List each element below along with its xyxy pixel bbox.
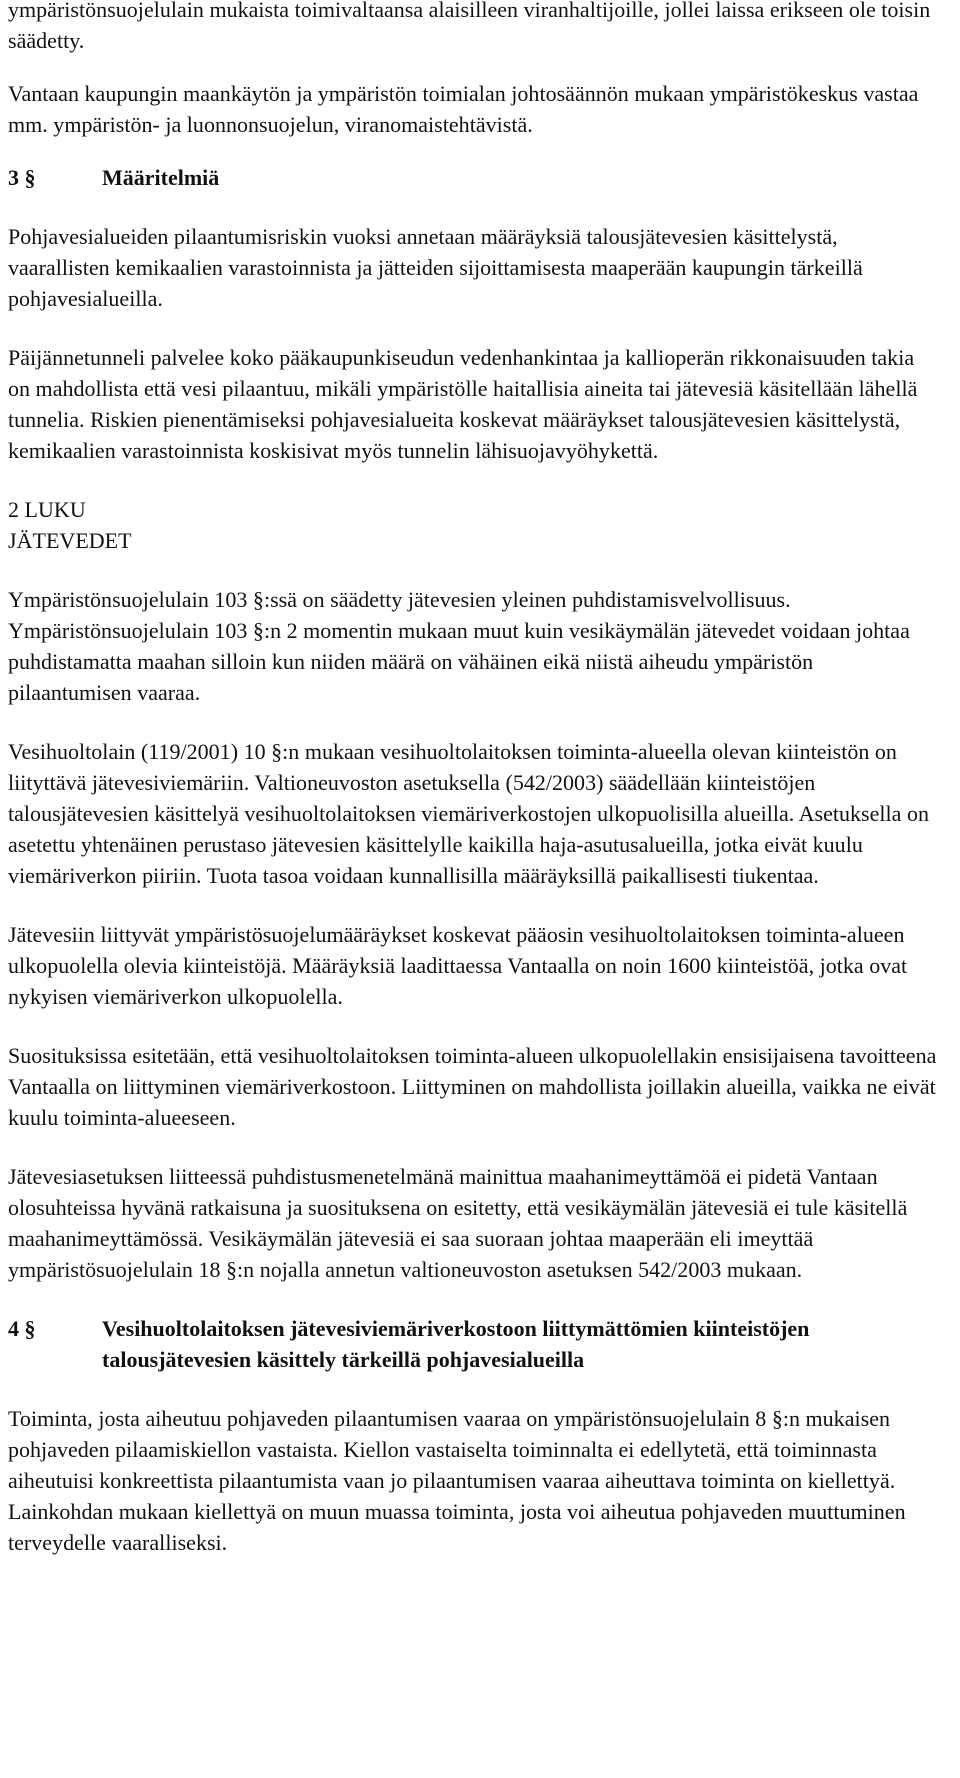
section-3-paragraph-2: Päijännetunneli palvelee koko pääkaupunkiseudun vedenhankintaa ja kallioperän rikkonaisuuden takia on mahdollista että vesi pilaantuu, mikäli ympäristölle haitallisia aineita tai jätevesiä käsitellään lähellä tunnelia. Riskien pienentämiseksi pohjavesialueita koskevat määräykset talousjätevesien käsittelystä, kemikaalien varastoinnista koskisivat myös tunnelin lähisuojavyöhykettä. [8,345,918,463]
section-3-paragraph-1: Pohjavesialueiden pilaantumisriskin vuoksi annetaan määräyksiä talousjätevesien käsittelystä, vaarallisten kemikaalien varastoinnista ja jätteiden sijoittamisesta maaperään kaupungin tärkeillä pohjavesialueilla. [8,224,863,311]
section-4-heading [8,1313,940,1375]
chapter-2-paragraph-4: Suosituksissa esitetään, että vesihuoltolaitoksen toiminta-alueen ulkopuolellakin ensisijaisena tavoitteena Vantaalla on liittyminen viemäriverkostoon. Liittyminen on mahdollista joillakin alueilla, vaikka ne eivät kuulu toiminta-alueeseen. [8,1043,937,1130]
chapter-2-paragraph-3: Jätevesiin liittyvät ympäristösuojelumääräykset koskevat pääosin vesihuoltolaitoksen toiminta-alueen ulkopuolella olevia kiinteistöjä. Määräyksiä laadittaessa Vantaalla on noin 1600 kiinteistöä, jotka ovat nykyisen viemäriverkon ulkopuolella. [8,922,908,1009]
chapter-2-paragraph-5: Jätevesiasetuksen liitteessä puhdistusmenetelmänä mainittua maahanimeyttämöä ei pidetä Vantaan olosuhteissa hyvänä ratkaisuna ja suosituksena on esitetty, että vesikäymälän jätevesiä ei tule käsitellä maahanimeyttämössä. Vesikäymälän jätevesiä ei saa suoraan johtaa maaperään eli imeyttää ympäristösuojelulain 18 §:n nojalla annetun valtioneuvoston asetuksen 542/2003 mukaan. [8,1164,908,1282]
intro-paragraph-2: Vantaan kaupungin maankäytön ja ympäristön toimialan johtosäännön mukaan ympäristökeskus vastaa mm. ympäristön- ja luonnonsuojelun, viranomaistehtävistä. [8,81,919,137]
chapter-2-number: 2 LUKU [8,497,86,522]
section-3-number: 3 § [8,165,36,190]
section-3-heading [8,162,940,193]
section-4-number: 4 § [8,1316,36,1341]
chapter-2-paragraph-2: Vesihuoltolain (119/2001) 10 §:n mukaan vesihuoltolaitoksen toiminta-alueella olevan kiinteistön on liityttävä jätevesiviemäriin. Valtioneuvoston asetuksella (542/2003) säädellään kiinteistöjen talousjätevesien käsittelyä vesihuoltolaitoksen viemäriverkostojen ulkopuolisilla alueilla. Asetuksella on asetettu yhtenäinen perustaso jätevesien käsittelylle kaikilla haja-asutusalueilla, jotka eivät kuulu viemäriverkon piiriin. Tuota tasoa voidaan kunnallisilla määräyksillä paikallisesti tiukentaa. [8,739,930,888]
section-4-title: Vesihuoltolaitoksen jätevesiviemäriverkostoon liittymättömien kiinteistöjen talousjätevesien käsittely tärkeillä pohjavesialueilla [102,1316,810,1372]
chapter-2-heading [8,494,940,556]
intro-paragraph-1: ympäristönsuojelulain mukaista toimivaltaansa alaisilleen viranhaltijoille, jollei laissa erikseen ole toisin säädetty. [8,0,931,53]
section-4-paragraph-1: Toiminta, josta aiheutuu pohjaveden pilaantumisen vaaraa on ympäristönsuojelulain 8 §:n mukaisen pohjaveden pilaamiskiellon vastaista. Kiellon vastaiselta toiminnalta ei edellytetä, että toiminnasta aiheutuisi konkreettista pilaantumista vaan jo pilaantumisen vaaraa aiheuttava toiminta on kiellettyä. Lainkohdan mukaan kiellettyä on muun muassa toiminta, josta voi aiheutua pohjaveden muuttuminen terveydelle vaaralliseksi. [8,1406,906,1555]
chapter-2-paragraph-1: Ympäristönsuojelulain 103 §:ssä on säädetty jätevesien yleinen puhdistamisvelvollisuus. Ympäristönsuojelulain 103 §:n 2 momentin mukaan muut kuin vesikäymälän jätevedet voidaan johtaa puhdistamatta maahan silloin kun niiden määrä on vähäinen eikä niistä aiheudu ympäristön pilaantumisen vaaraa. [8,587,910,705]
section-3-title: Määritelmiä [102,165,220,190]
document-content [8,0,940,1558]
chapter-2-title: JÄTEVEDET [8,528,132,553]
